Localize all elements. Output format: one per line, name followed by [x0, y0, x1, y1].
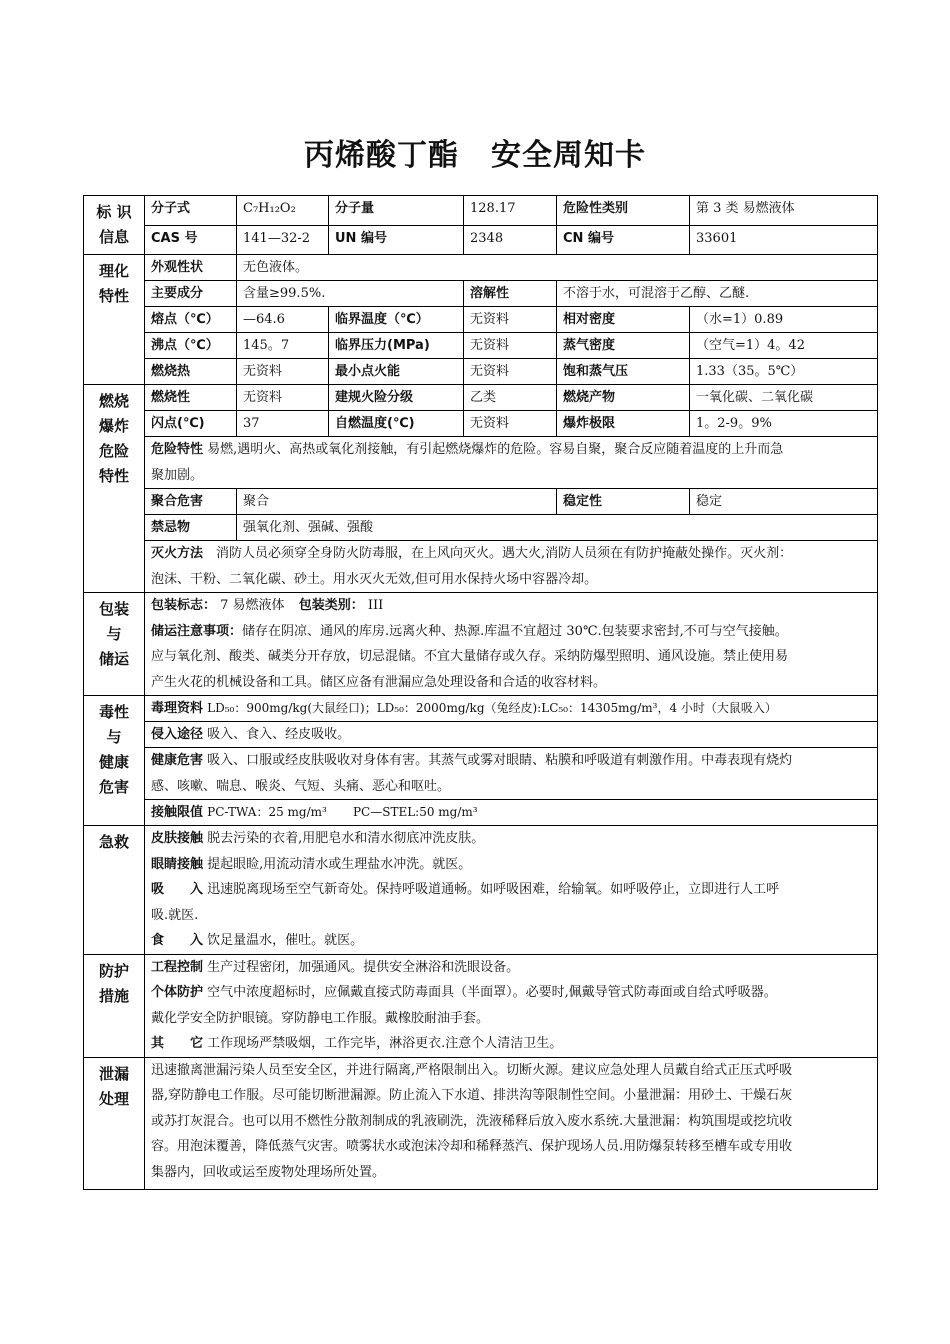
- density-label: 相对密度: [557, 307, 690, 333]
- mie-value: 无资料: [464, 359, 557, 385]
- composition-value: 含量≥99.5%.: [237, 281, 464, 307]
- ppe-label: 个体防护: [151, 985, 204, 1000]
- limit-label: 接触限值: [151, 805, 204, 820]
- other-label: 其 它: [151, 1036, 204, 1051]
- ai-value: 无资料: [464, 411, 557, 437]
- route-label: 侵入途径: [151, 727, 204, 742]
- incomp-value: 强氧化剂、强碱、强酸: [237, 515, 878, 541]
- hazard-label: 危险特性: [151, 442, 204, 457]
- ext-label: 灭火方法: [151, 546, 204, 561]
- tox-data-label: 毒理资料: [151, 701, 204, 716]
- page-title: [0, 130, 950, 174]
- vp-value: 1.33（35。5℃）: [690, 359, 878, 385]
- stab-value: 稳定: [690, 489, 878, 515]
- vd-label: 蒸气密度: [557, 333, 690, 359]
- formula-value: C₇H₁₂O₂: [237, 196, 329, 226]
- first-aid-cell: [145, 826, 878, 955]
- ai-label: 自燃温度(℃): [329, 411, 464, 437]
- vd-value: （空气=1）4。42: [690, 333, 878, 359]
- cp-value: 无资料: [464, 333, 557, 359]
- eng-label: 工程控制: [151, 959, 204, 975]
- hazclass-value: 第 3 类 易燃液体: [690, 196, 878, 226]
- grade-label: 建规火险分级: [329, 385, 464, 411]
- fp-value: 37: [237, 411, 329, 437]
- hazard-cell: [145, 437, 878, 489]
- leak-line5: 集器内，回收或运至废物处理场所处置。: [151, 1164, 386, 1180]
- category-leak: 泄漏 处理: [84, 1057, 145, 1190]
- ext-line2: 泡沫、干粉、二氧化碳、砂土。用水灭火无效,但可用水保持火场中容器冷却。: [151, 571, 598, 587]
- protection-cell: [145, 954, 878, 1057]
- eye-label: 眼睛接触: [151, 856, 204, 872]
- pack-cat-value: III: [367, 598, 384, 613]
- comb-value: 无资料: [237, 385, 329, 411]
- inh-line1: 迅速脱离现场至空气新奇处。保持呼吸道通畅。如呼吸困难，给输氧。如呼吸停止，立即进行人工呼: [207, 882, 780, 897]
- route-value: 吸入、食入、经皮吸收。: [207, 727, 351, 742]
- health-label: 健康危害: [151, 753, 204, 768]
- note-line3: 产生火花的机械设备和工具。储区应备有泄漏应急处理设备和合适的收容材料。: [151, 674, 607, 690]
- health-line1: 吸入、口服或经皮肤吸收对身体有害。其蒸气或雾对眼睛、粘膜和呼吸道有刺激作用。中毒表现有烧灼: [207, 753, 793, 768]
- bp-label: 沸点（℃）: [145, 333, 237, 359]
- mp-label: 熔点（℃）: [145, 307, 237, 333]
- title-main: 丙烯酸丁酯: [304, 138, 459, 173]
- cp-label: 临界压力(MPa): [329, 333, 464, 359]
- heat-value: 无资料: [237, 359, 329, 385]
- hazard-line1: 易燃,遇明火、高热或氧化剂接触，有引起燃烧爆炸的危险。容易自聚，聚合反应随着温度的上升而急: [207, 442, 784, 457]
- category-fire: 燃烧 爆炸 危险 特性: [84, 385, 145, 593]
- mw-value: 128.17: [464, 196, 557, 226]
- safety-card-table: [83, 195, 878, 1190]
- fp-label: 闪点(℃): [145, 411, 237, 437]
- other-value: 工作现场严禁吸烟，工作完毕，淋浴更衣.注意个人清洁卫生。: [207, 1036, 563, 1051]
- ct-value: 无资料: [464, 307, 557, 333]
- cn-label: CN 编号: [557, 225, 690, 255]
- cas-label: CAS 号: [145, 225, 237, 255]
- skin-value: 脱去污染的衣着,用肥皂水和清水彻底冲洗皮肤。: [207, 831, 485, 846]
- ext-line1: 消防人员必须穿全身防火防毒服，在上风向灭火。遇大火,消防人员须在有防护掩蔽处操作。灭火剂：: [216, 546, 793, 561]
- tox-data-cell: [145, 696, 878, 722]
- tox-data-value: LD₅₀：900mg/kg(大鼠经口)；LD₅₀：2000mg/kg（兔经皮):LC₅₀：14305mg/m³，4 小时（大鼠吸入）: [207, 701, 777, 715]
- bp-value: 145。7: [237, 333, 329, 359]
- category-toxicity: 毒性 与 健康 危害: [84, 696, 145, 826]
- pack-cat-label: 包装类别：: [298, 598, 364, 613]
- skin-label: 皮肤接触: [151, 831, 204, 846]
- solubility-label: 溶解性: [464, 281, 557, 307]
- inh-label: 吸 入: [151, 882, 204, 897]
- category-storage: 包装 与 储运: [84, 593, 145, 696]
- formula-label: 分子式: [145, 196, 237, 226]
- category-physical: 理化 特性: [84, 255, 145, 385]
- health-line2: 感、咳嗽、喘息、喉炎、气短、头痛、恶心和呕吐。: [151, 778, 451, 794]
- ppe-line2: 戴化学安全防护眼镜。穿防静电工作服。戴橡胶耐油手套。: [151, 1010, 490, 1026]
- el-label: 爆炸极限: [557, 411, 690, 437]
- poly-label: 聚合危害: [145, 489, 237, 515]
- note-line2: 应与氧化剂、酸类、碱类分开存放，切忌混储。不宜大量储存或久存。采纳防爆型照明、通风设施。禁止使用易: [151, 649, 789, 664]
- appearance-value: 无色液体。: [237, 255, 878, 281]
- incomp-label: 禁忌物: [145, 515, 237, 541]
- un-value: 2348: [464, 225, 557, 255]
- stab-label: 稳定性: [557, 489, 690, 515]
- leak-line4: 容。用泡沫覆善，降低蒸气灾害。喷雾状水或泡沫冷却和稀释蒸汽、保护现场人员.用防爆泵转移至槽车或专用收: [151, 1139, 793, 1154]
- limit-stel: PC—STEL:50 mg/m³: [352, 805, 478, 819]
- heat-label: 燃烧热: [145, 359, 237, 385]
- hazard-line2: 聚加剧。: [151, 467, 204, 483]
- prod-value: 一氧化碳、二氧化碳: [690, 385, 878, 411]
- pack-mark-label: 包装标志：: [151, 598, 217, 613]
- vp-label: 饱和蒸气压: [557, 359, 690, 385]
- solubility-value: 不溶于水，可混溶于乙醇、乙醚.: [557, 281, 878, 307]
- limit-twa: PC-TWA：25 mg/m³: [207, 805, 327, 819]
- mie-label: 最小点火能: [329, 359, 464, 385]
- category-first-aid: 急救: [84, 826, 145, 955]
- ing-label: 食 入: [151, 933, 204, 948]
- health-cell: [145, 748, 878, 800]
- ppe-line1: 空气中浓度超标时，应佩戴直接式防毒面具（半面罩）。必要时,佩戴导管式防毒面或自给式呼吸器。: [207, 985, 777, 1000]
- cas-value: 141—32-2: [237, 225, 329, 255]
- note-line1: 储存在阴凉、通风的库房.远离火种、热源.库温不宜超过 30℃.包装要求密封,不可与空气接触。: [242, 623, 788, 639]
- leak-line2: 器,穿防静电工作服。尽可能切断泄漏源。防止流入下水道、排洪沟等限制性空间。小量泄漏：用砂土、干燥石灰: [151, 1088, 793, 1103]
- note-label: 储运注意事项：: [151, 623, 243, 639]
- hazclass-label: 危险性类别: [557, 196, 690, 226]
- category-identification: 标 识 信息: [84, 196, 145, 255]
- composition-label: 主要成分: [145, 281, 237, 307]
- mw-label: 分子量: [329, 196, 464, 226]
- eng-value: 生产过程密闭，加强通风。提供安全淋浴和洗眼设备。: [207, 959, 520, 975]
- inh-line2: 吸.就医.: [151, 907, 199, 923]
- poly-value: 聚合: [237, 489, 557, 515]
- el-value: 1。2-9。9%: [690, 411, 878, 437]
- un-label: UN 编号: [329, 225, 464, 255]
- limit-cell: [145, 800, 878, 826]
- route-cell: [145, 722, 878, 748]
- density-value: （水=1）0.89: [690, 307, 878, 333]
- leak-line3: 或苏打灰混合。也可以用不燃性分散剂制成的乳液刷洗，洗液稀释后放入废水系统.大量泄漏：构筑围堤或挖坑收: [151, 1113, 793, 1129]
- ct-label: 临界温度（℃）: [329, 307, 464, 333]
- pack-mark-value: 7 易燃液体: [220, 598, 285, 613]
- grade-value: 乙类: [464, 385, 557, 411]
- comb-label: 燃烧性: [145, 385, 237, 411]
- eye-value: 提起眼睑,用流动清水或生理盐水冲洗。就医。: [207, 856, 472, 872]
- prod-label: 燃烧产物: [557, 385, 690, 411]
- storage-cell: [145, 593, 878, 696]
- category-protection: 防护 措施: [84, 954, 145, 1057]
- cn-value: 33601: [690, 225, 878, 255]
- leak-line1: 迅速撤离泄漏污染人员至安全区，并进行隔离,严格限制出入。切断火源。建议应急处理人员戴自给式正压式呼吸: [151, 1062, 793, 1078]
- title-sub: 安全周知卡: [491, 138, 646, 173]
- leak-cell: [145, 1057, 878, 1190]
- ing-value: 饮足量温水，催吐。就医。: [207, 933, 364, 948]
- mp-value: —64.6: [237, 307, 329, 333]
- extinguish-cell: [145, 541, 878, 593]
- appearance-label: 外观性状: [145, 255, 237, 281]
